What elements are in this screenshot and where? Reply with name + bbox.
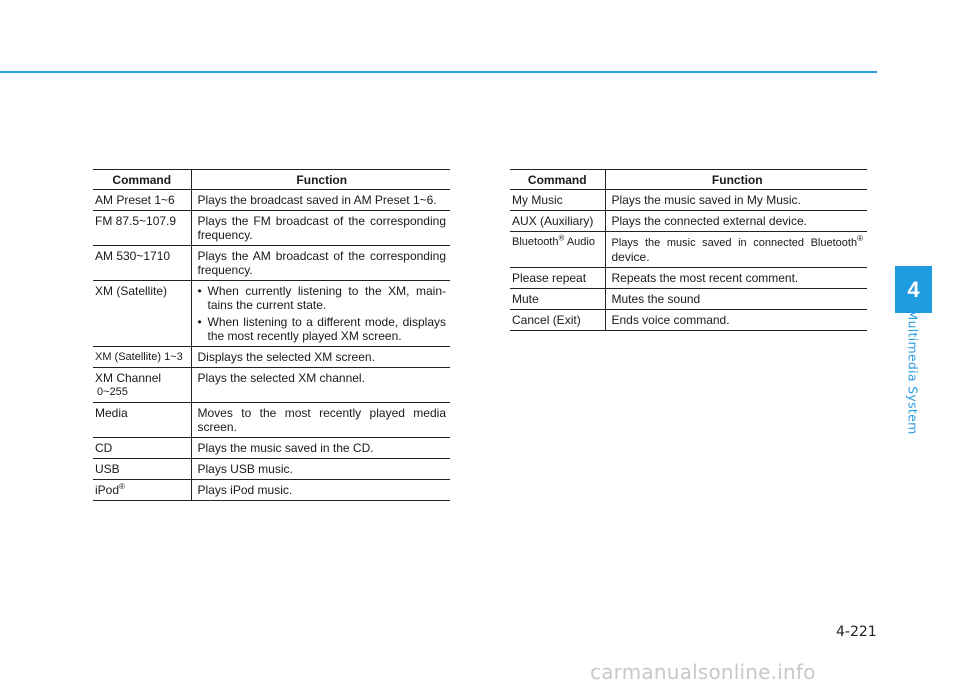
command-cell [510,232,605,268]
table-row [93,459,450,480]
command-cell [93,480,191,501]
bullet-text: When currently listening to the XM, main-tains the current state. [207,284,446,312]
command-text: Bluetooth [512,236,559,248]
table-row [510,268,867,289]
bullet-icon: • [197,315,202,329]
watermark: carmanualsonline.info [590,660,816,684]
function-cell: Displays the selected XM screen. [191,347,450,368]
function-cell [191,281,450,347]
table-row [93,403,450,438]
table-row [93,281,450,347]
function-cell: Plays USB music. [191,459,450,480]
table-header-row [510,170,867,190]
table-row [510,232,867,268]
function-text: Plays the music saved in connected Bluetooth [611,237,858,249]
command-cell: Cancel (Exit) [510,310,605,331]
function-cell: Plays the music saved in My Music. [605,190,867,211]
table-row [93,438,450,459]
command-cell: Mute [510,289,605,310]
command-text: XM Channel [95,371,162,385]
table-row [510,190,867,211]
command-cell: My Music [510,190,605,211]
bullet-item [198,284,447,312]
command-cell [93,368,191,403]
table-row [93,368,450,403]
chapter-number: 4 [907,276,920,302]
function-cell [605,232,867,268]
function-cell: Plays the AM broadcast of the corresponding frequency. [191,246,450,281]
registered-mark: ® [558,233,565,243]
voice-command-table-left [93,169,450,501]
function-cell: Plays the broadcast saved in AM Preset 1~6. [191,190,450,211]
function-cell: Plays the connected external device. [605,211,867,232]
command-column-header: Command [510,170,605,190]
function-column-header: Function [191,170,450,190]
command-subtext: 0~255 [97,386,128,398]
function-column-header: Function [605,170,867,190]
bullet-item [198,315,447,343]
function-cell: Ends voice command. [605,310,867,331]
bullet-icon: • [197,284,202,298]
command-cell: AM 530~1710 [93,246,191,281]
function-cell: Plays the music saved in the CD. [191,438,450,459]
function-cell: Plays iPod music. [191,480,450,501]
table-header-row [93,170,450,190]
table-row [93,480,450,501]
voice-command-table-right [510,169,867,331]
table-row [510,289,867,310]
header-rule [0,71,877,73]
command-cell: XM (Satellite) 1~3 [93,347,191,368]
command-column-header: Command [93,170,191,190]
chapter-tab [895,266,932,313]
command-text-suffix: Audio [564,236,595,248]
function-cell: Moves to the most recently played media screen. [191,403,450,438]
table-row [93,211,450,246]
registered-mark: ® [857,234,863,243]
command-cell: USB [93,459,191,480]
table-row [510,211,867,232]
command-cell: AUX (Auxiliary) [510,211,605,232]
chapter-title: Multimedia System [905,309,921,435]
command-cell: Please repeat [510,268,605,289]
function-cell: Repeats the most recent comment. [605,268,867,289]
command-cell: CD [93,438,191,459]
function-cell: Plays the selected XM channel. [191,368,450,403]
bullet-text: When listening to a different mode, displays the most recently played XM screen. [207,315,446,343]
command-cell: XM (Satellite) [93,281,191,347]
registered-mark: ® [119,482,125,491]
page-number: 4-221 [836,624,877,640]
command-cell: Media [93,403,191,438]
function-text-suffix: device. [611,250,650,264]
table-row [510,310,867,331]
function-cell: Mutes the sound [605,289,867,310]
table-row [93,347,450,368]
command-cell: AM Preset 1~6 [93,190,191,211]
table-row [93,190,450,211]
command-text: iPod [95,483,120,497]
command-cell: FM 87.5~107.9 [93,211,191,246]
table-row [93,246,450,281]
function-cell: Plays the FM broadcast of the corresponding frequency. [191,211,450,246]
